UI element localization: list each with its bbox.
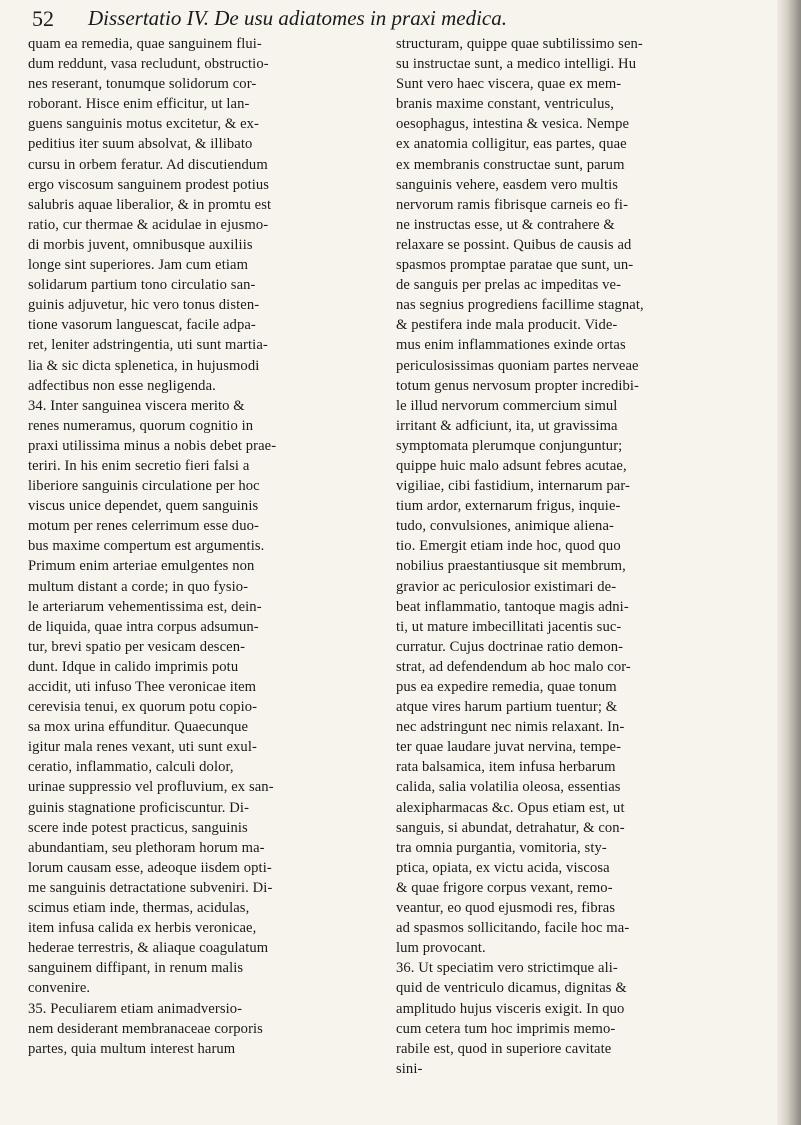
text-line: peditius iter suum absolvat, & illibato <box>28 136 253 153</box>
text-line: oesophagus, intestina & vesica. Nempe <box>396 116 630 133</box>
text-line: ter quae laudare juvat nervina, tempe- <box>396 739 622 756</box>
text-line: ergo viscosum sanguinem prodest potius <box>28 176 270 193</box>
text-line: scere inde potest practicus, sanguinis <box>28 819 248 836</box>
text-line: & quae frigore corpus vexant, remo- <box>396 879 613 896</box>
text-line: gravior ac periculosior existimari de- <box>396 578 617 595</box>
text-line: scimus etiam inde, thermas, acidulas, <box>28 900 250 917</box>
text-line: su instructae sunt, a medico intelligi. Hu <box>396 56 637 73</box>
text-line: liberiore sanguinis circulatione per hoc <box>28 478 260 495</box>
text-line: ad spasmos sollicitando, facile hoc ma- <box>396 920 630 937</box>
text-line: urinae suppressio vel profluvium, ex san- <box>28 779 274 796</box>
text-line: sanguinis vehere, easdem vero multis <box>396 176 619 193</box>
text-line: guens sanguinis motus excitetur, & ex- <box>28 116 260 133</box>
text-line: branis maxime constant, ventriculus, <box>396 96 614 113</box>
text-line: accidit, uti infuso Thee veronicae item <box>28 679 257 695</box>
text-line: ti, ut mature imbecillitati jacentis suc- <box>396 618 622 635</box>
text-line: totum genus nervosum propter incredibi- <box>396 377 640 394</box>
text-line: veantur, eo quod ejusmodi res, fibras <box>396 900 616 917</box>
text-line: sanguinem diffipant, in renum malis <box>28 960 244 977</box>
text-line: lia & sic dicta splenetica, in hujusmodi <box>28 357 260 374</box>
text-line: le illud nervorum commercium simul <box>396 397 618 414</box>
page-number: 52 <box>32 6 54 31</box>
text-line: teriri. In his enim secretio fieri falsi a <box>28 457 250 474</box>
text-line: beat inflammatio, tantoque magis adni- <box>396 598 629 615</box>
text-line: nem desiderant membranaceae corporis <box>28 1020 263 1037</box>
text-line: item infusa calida ex herbis veronicae, <box>28 920 257 937</box>
text-line: convenire. <box>28 980 91 997</box>
text-line: hederae terrestris, & aliaque coagulatum <box>28 940 269 957</box>
text-line: 35. Peculiarem etiam animadversio- <box>28 1000 243 1017</box>
text-line: pus ea expedire remedia, quae tonum <box>396 679 617 695</box>
text-line: solidarum partium tono circulatio san- <box>28 277 256 294</box>
text-line: di morbis juvent, omnibusque auxiliis <box>28 236 253 253</box>
text-line: & pestifera inde mala producit. Vide- <box>396 317 618 334</box>
text-line: nas segnius progrediens facillime stagnat, <box>396 297 644 314</box>
text-line: ptica, opiata, ex victu acida, viscosa <box>396 859 610 876</box>
text-line: nervorum ramis fibrisque carneis eo fi- <box>396 196 629 213</box>
text-line: ex anatomia colligitur, eas partes, quae <box>396 136 627 153</box>
text-line: guinis adjuvetur, hic vero tonus disten- <box>28 297 260 314</box>
text-line: motum per renes celerrimum esse duo- <box>28 518 259 535</box>
text-line: nec adstringunt nec nimis relaxant. In- <box>396 719 625 736</box>
text-line: roborant. Hisce enim efficitur, ut lan- <box>28 96 250 113</box>
text-line: tio. Emergit etiam inde hoc, quod quo <box>396 538 621 555</box>
text-line: cum cetera tum hoc imprimis memo- <box>396 1020 616 1037</box>
text-line: le arteriarum vehementissima est, dein- <box>28 598 262 615</box>
text-line: de liquida, quae intra corpus adsumun- <box>28 618 259 635</box>
text-line: renes numeramus, quorum cognitio in <box>28 417 254 434</box>
text-line: cursu in orbem feratur. Ad discutiendum <box>28 156 268 173</box>
left-text-column <box>28 34 386 1059</box>
text-line: tione vasorum languescat, facile adpa- <box>28 317 256 334</box>
text-line: vigiliae, cibi fastidium, internarum par- <box>396 478 630 495</box>
text-line: praxi utilissima minus a nobis debet prae- <box>28 437 277 454</box>
text-line: spasmos promptae paratae que sunt, un- <box>396 257 634 274</box>
text-line: curratur. Cujus doctrinae ratio demon- <box>396 638 624 655</box>
text-line: quippe huic malo adsunt febres acutae, <box>396 457 627 474</box>
text-line: igitur mala renes vexant, uti sunt exul- <box>28 739 257 756</box>
text-line: amplitudo hujus visceris exigit. In quo <box>396 1000 625 1017</box>
running-header <box>30 6 770 32</box>
text-line: rata balsamica, item infusa herbarum <box>396 759 616 776</box>
text-line: sanguis, si abundat, detrahatur, & con- <box>396 819 625 836</box>
text-line: atque vires harum partium tuentur; & <box>396 699 618 716</box>
text-line: symptomata plerumque conjunguntur; <box>396 437 623 454</box>
text-line: bus maxime compertum est argumentis. <box>28 538 265 555</box>
running-title: Dissertatio IV. De usu adiatomes in praxi medica. <box>88 6 507 30</box>
text-line: dunt. Idque in calido imprimis potu <box>28 658 239 675</box>
text-line: guinis stagnatione proficiscuntur. Di- <box>28 799 250 816</box>
text-line: ratio, cur thermae & acidulae in ejusmo- <box>28 216 269 233</box>
text-line: ceratio, inflammatio, calculi dolor, <box>28 759 234 776</box>
text-line: nobilius praestantiusque sit membrum, <box>396 558 626 575</box>
text-line: multum distant a corde; in quo fysio- <box>28 578 249 595</box>
text-line: abundantiam, seu plethoram horum ma- <box>28 839 265 856</box>
text-line: sini- <box>396 1060 423 1077</box>
text-line: ne instructas esse, ut & contrahere & <box>396 216 615 233</box>
text-line: calida, salia volatilia oleosa, essentias <box>396 779 621 796</box>
text-line: dum reddunt, vasa recludunt, obstructio- <box>28 56 269 73</box>
text-line: 36. Ut speciatim vero strictimque ali- <box>396 960 618 977</box>
text-line: ex membranis constructae sunt, parum <box>396 156 625 173</box>
text-line: relaxare se possint. Quibus de causis ad <box>396 236 632 253</box>
page-edge-shadow <box>777 0 801 1125</box>
right-text-column <box>396 34 768 1079</box>
text-line: lorum causam esse, adeoque iisdem opti- <box>28 859 272 876</box>
text-line: mus enim inflammationes exinde ortas <box>396 337 626 354</box>
text-line: periculosissimas quoniam partes nerveae <box>396 357 639 374</box>
text-line: structuram, quippe quae subtilissimo sen- <box>396 36 643 52</box>
text-line: tur, brevi spatio per vesicam descen- <box>28 638 246 655</box>
text-line: alexipharmacas &c. Opus etiam est, ut <box>396 799 625 816</box>
text-line: partes, quia multum interest harum <box>28 1040 236 1057</box>
text-line: rabile est, quod in superiore cavitate <box>396 1040 612 1057</box>
text-line: irritant & adficiunt, ita, ut gravissima <box>396 417 618 434</box>
text-line: tium ardor, externarum frigus, inquie- <box>396 498 621 515</box>
text-line: Sunt vero haec viscera, quae ex mem- <box>396 76 622 93</box>
text-line: nes reserant, tonumque solidorum cor- <box>28 76 257 93</box>
text-line: 34. Inter sanguinea viscera merito & <box>28 397 245 414</box>
text-line: cerevisia tenui, ex quorum potu copio- <box>28 699 258 716</box>
text-line: tudo, convulsiones, animique aliena- <box>396 518 614 535</box>
text-line: strat, ad defendendum ab hoc malo cor- <box>396 658 631 675</box>
text-line: tra omnia purgantia, vomitoria, sty- <box>396 839 607 856</box>
text-line: viscus unice dependet, quem sanguinis <box>28 498 259 515</box>
text-line: de sanguis per prelas ac impeditas ve- <box>396 277 622 294</box>
text-line: quid de ventriculo dicamus, dignitas & <box>396 980 627 997</box>
text-line: adfectibus non esse negligenda. <box>28 377 216 394</box>
text-line: quam ea remedia, quae sanguinem flui- <box>28 36 262 52</box>
text-line: sa mox urina effunditur. Quaecunque <box>28 719 249 736</box>
text-line: longe sint superiores. Jam cum etiam <box>28 257 249 274</box>
text-line: me sanguinis detractatione subveniri. Di- <box>28 879 273 896</box>
text-line: salubris aquae liberalior, & in promtu est <box>28 196 272 213</box>
text-line: lum provocant. <box>396 940 486 957</box>
text-line: Primum enim arteriae emulgentes non <box>28 558 255 575</box>
text-line: ret, leniter adstringentia, uti sunt martia- <box>28 337 268 354</box>
